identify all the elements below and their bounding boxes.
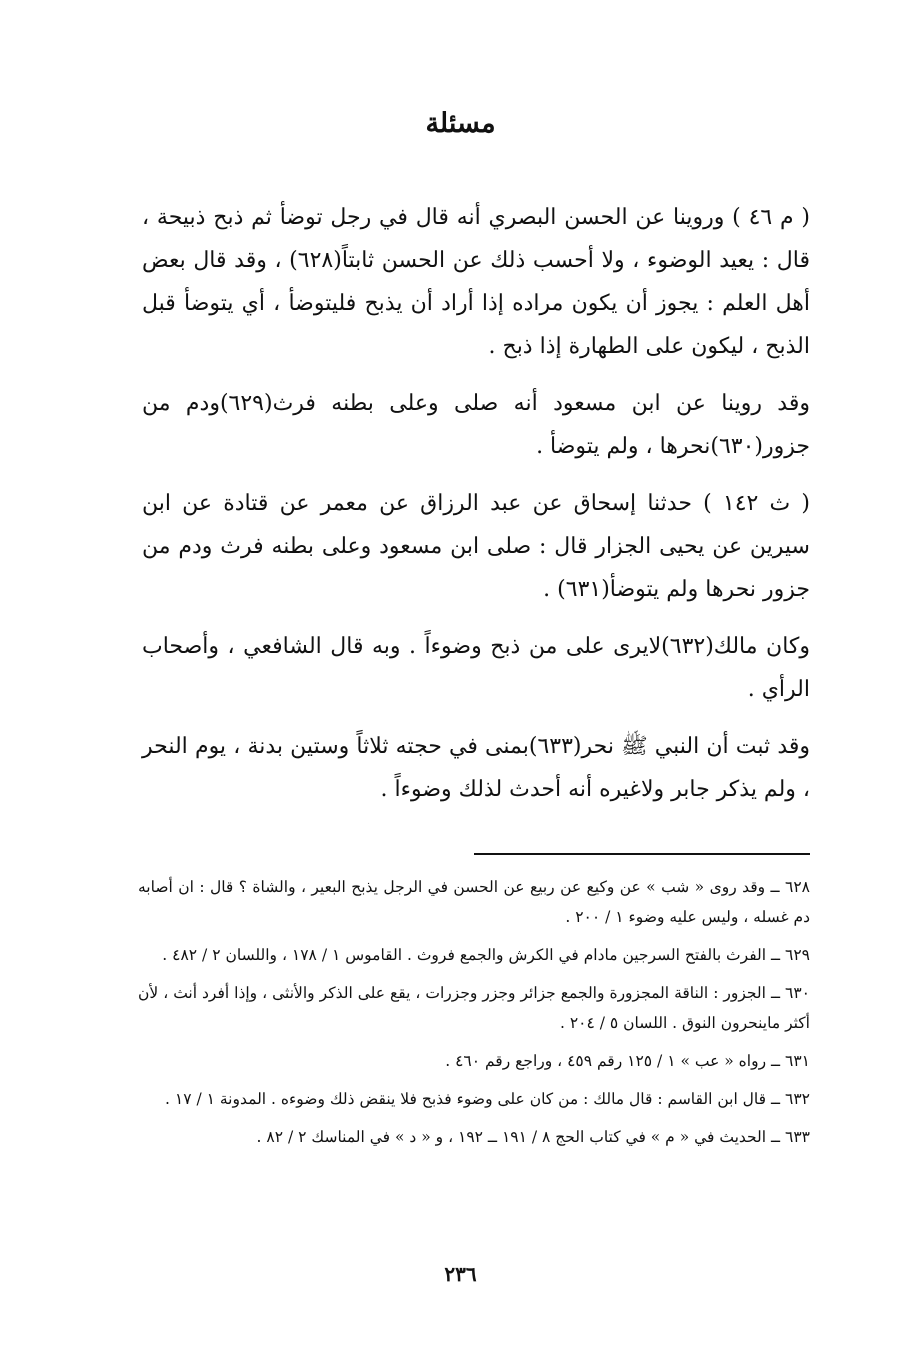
paragraph: ( ث ١٤٢ ) حدثنا إسحاق عن عبد الرزاق عن معمر عن قتادة عن ابن سيرين عن يحيى الجزار قال : صلى ابن مسعود وعلى بطنه فرث ودم من جزور نحرها ولم يتوضأ(٦٣١) . [142,491,811,602]
paragraph: وقد ثبت أن النبي ﷺ نحر(٦٣٣)بمنى في حجته ثلاثاً وستين بدنة ، يوم النحر ، ولم يذكر جابر ولاغيره أنه أحدث لذلك وضوءاً . [142,734,811,802]
footnote: ٦٣٠ ــ الجزور : الناقة المجزورة والجمع جزائر وجزر وجزرات ، يقع على الذكر والأنثى ، وإذا أفرد أنث ، لأن أكثر ماينحرون النوق . اللسان ٥ / ٢٠٤ . [138,984,810,1032]
page-number: ٢٣٦ [444,1262,477,1286]
paragraph: ( م ٤٦ ) وروينا عن الحسن البصري أنه قال في رجل توضأ ثم ذبح ذبيحة ، قال : يعيد الوضوء ، ولا أحسب ذلك عن الحسن ثابتاً(٦٢٨) ، وقد قال بعض أهل العلم : يجوز أن يكون مراده إذا أراد أن يذبح فليتوضأ ، أي يتوضأ قبل الذبح ، ليكون على الطهارة إذا ذبح . [142,205,810,359]
paragraph: وكان مالك(٦٣٢)لايرى على من ذبح وضوءاً . وبه قال الشافعي ، وأصحاب الرأي . [142,634,811,702]
page-title: مسئلة [425,108,496,139]
paragraph: وقد روينا عن ابن مسعود أنه صلى وعلى بطنه فرث(٦٢٩)ودم من جزور(٦٣٠)نحرها ، ولم يتوضأ . [142,391,810,459]
footnote: ٦٣١ ــ رواه « عب » ١ / ١٢٥ رقم ٤٥٩ ، وراجع رقم ٤٦٠ . [445,1052,810,1070]
main-text [142,196,810,825]
footnote-divider [474,853,810,855]
footnote: ٦٣٣ ــ الحديث في « م » في كتاب الحج ٨ / ١٩١ ــ ١٩٢ ، و « د » في المناسك ٢ / ٨٢ . [256,1128,810,1146]
footnotes [138,872,810,1160]
footnote: ٦٢٨ ــ وقد روى « شب » عن وكيع عن ربيع عن الحسن في الرجل يذبح البعير ، والشاة ؟ قال : ان أصابه دم غسله ، وليس عليه وضوء ١ / ٢٠٠ . [138,878,810,926]
footnote: ٦٢٩ ــ الفرث بالفتح السرجين مادام في الكرش والجمع فروث . القاموس ١ / ١٧٨ ، واللسان ٢ / ٤٨٢ . [162,946,810,964]
footnote: ٦٣٢ ــ قال ابن القاسم : قال مالك : من كان على وضوء فذبح فلا ينقض ذلك وضوءه . المدونة ١ / ١٧ . [165,1090,810,1108]
